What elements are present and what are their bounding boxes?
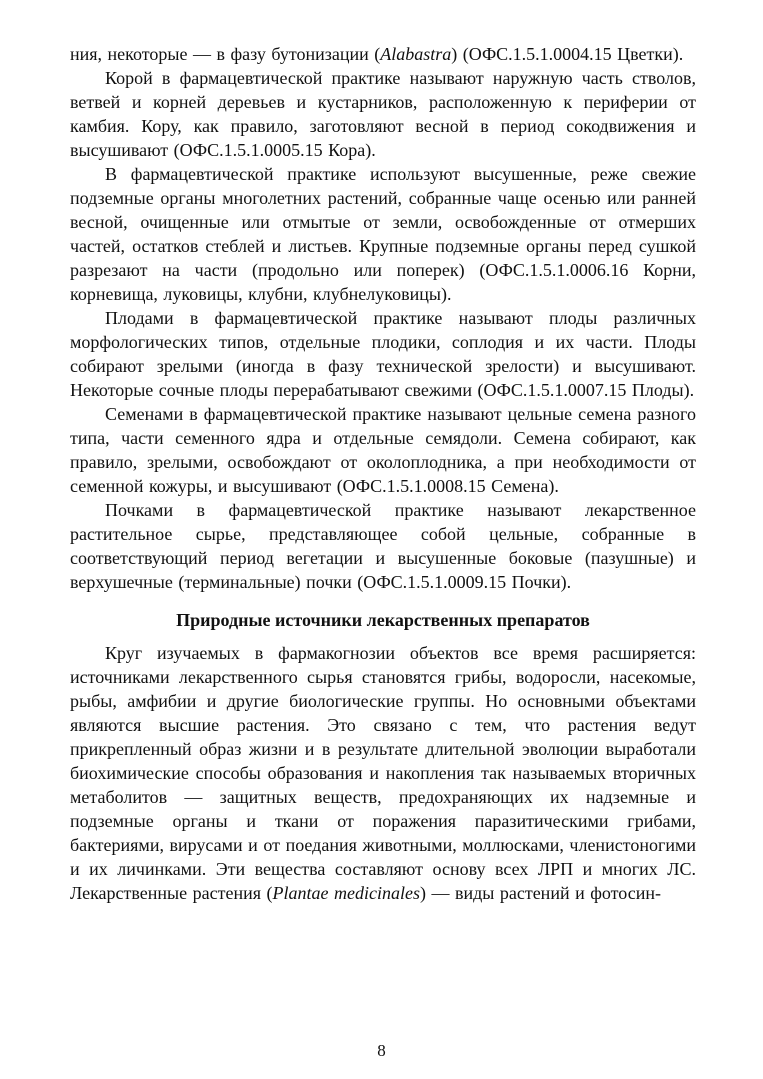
text-run: Круг изучаемых в фармакогнозии объектов все время расширяется: источниками лекарственного сырья становятся грибы, водоросли, насекомые, рыбы, амфибии и другие биологические группы. Но основными объектами являются высшие растения. Это связано с тем, что растения ведут прикрепленный образ жизни и в результате длительной эволюции выработали биохимические способы образования и накопления так называемых вторичных метаболитов — защитных веществ, предохраняющих их надземные и подземные органы и ткани от поражения паразитическими грибами, бактериями, вирусами и от поедания животными, моллюсками, членистоногими и их личинками. Эти вещества составляют основу всех ЛРП и многих ЛС. Лекарственные растения ( <box>70 643 696 903</box>
page-number: 8 <box>377 1041 386 1060</box>
text-run: ния, некоторые — в фазу бутонизации ( <box>70 44 381 64</box>
paragraph-underground-organs: В фармацевтической практике используют высушенные, реже свежие подземные органы многолетних растений, собранные чаще осенью или ранней весной, очищенные или отмытые от земли, освобожденные от отмерших частей, остатков стеблей и листьев. Крупные подземные органы перед сушкой разрезают на части (продольно или поперек) (ОФС.1.5.1.0006.16 Корни, корневища, луковицы, клубни, клубнелуковицы). <box>70 164 696 304</box>
paragraph-flowers-continuation <box>70 42 696 66</box>
paragraph-fruits: Плодами в фармацевтической практике называют плоды различных морфологических типов, отдельные плодики, соплодия и их части. Плоды собирают зрелыми (иногда в фазу технической зрелости) и высушивают. Некоторые сочные плоды перерабатывают свежими (ОФС.1.5.1.0007.15 Плоды). <box>70 308 696 400</box>
text-block <box>70 42 696 905</box>
latin-term-italic: Alabastra <box>380 44 452 64</box>
paragraph-bark: Корой в фармацевтической практике называют наружную часть стволов, ветвей и корней деревьев и кустарников, расположенную к периферии от камбия. Кору, как правило, заготовляют весной в период сокодвижения и высушивают (ОФС.1.5.1.0005.15 Кора). <box>70 68 696 160</box>
paragraph-seeds: Семенами в фармацевтической практике называют цельные семена разного типа, части семенного ядра и отдельные семядоли. Семена собирают, как правило, зрелыми, освобождают от околоплодника, а при необходимости от семенной кожуры, и высушивают (ОФС.1.5.1.0008.15 Семена). <box>70 404 696 496</box>
text-run: ) — виды растений и фотосин- <box>419 883 661 903</box>
page-footer <box>0 1041 763 1061</box>
paragraph-buds: Почками в фармацевтической практике называют лекарственное растительное сырье, представляющее собой цельные, собранные в соответствующий период вегетации и высушенные боковые (пазушные) и верхушечные (терминальные) почки (ОФС.1.5.1.0009.15 Почки). <box>70 500 696 592</box>
section-heading: Природные источники лекарственных препаратов <box>176 610 590 630</box>
text-run: ) (ОФС.1.5.1.0004.15 Цветки). <box>451 44 684 64</box>
paragraph-natural-sources <box>70 641 696 905</box>
latin-term-italic: Plantae medicinales <box>272 883 420 903</box>
